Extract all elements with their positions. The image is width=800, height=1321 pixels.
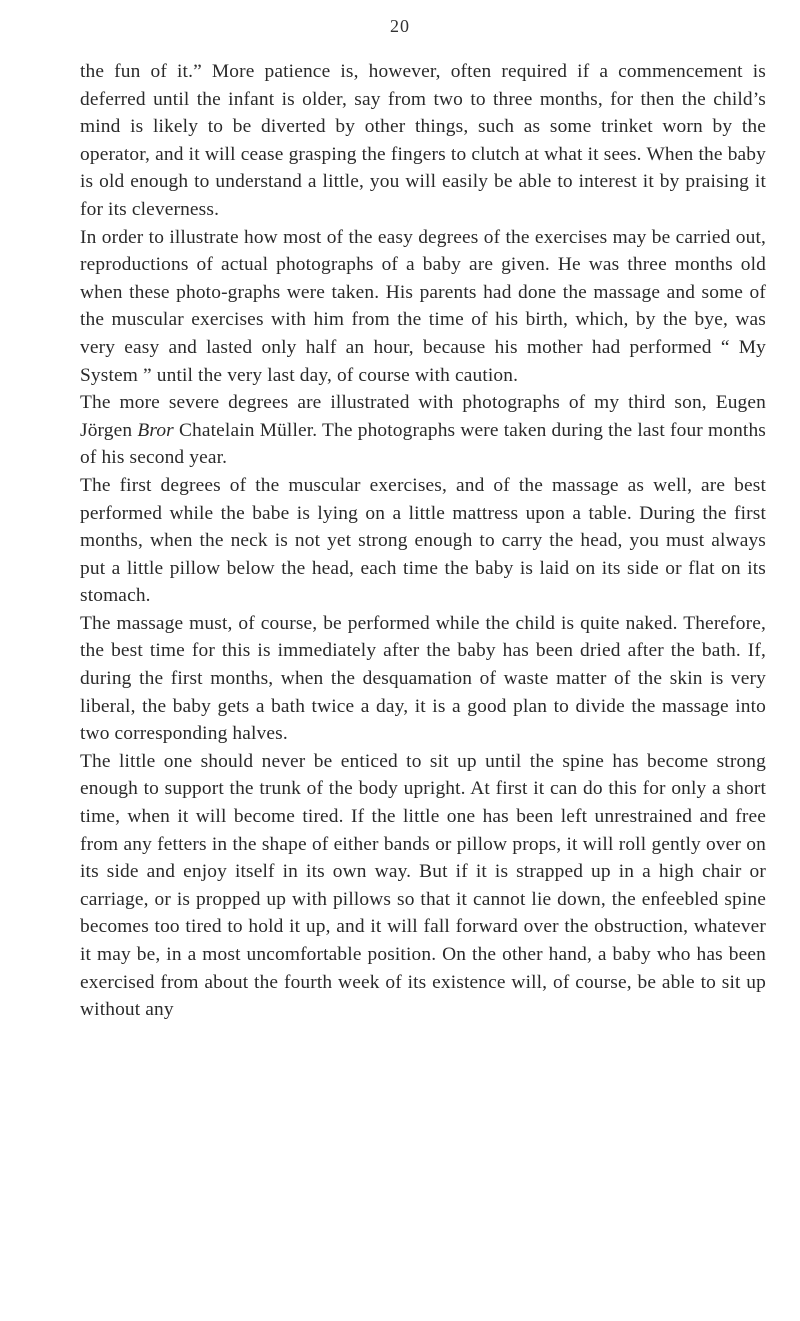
italic-text: Bror: [137, 419, 174, 441]
paragraph: [80, 748, 766, 1024]
text-segment: Chatelain Müller. The photographs were taken during the last four months of his second year.: [80, 419, 766, 469]
body-text: [80, 58, 766, 1024]
text-segment: The more severe degrees are illustrated with photographs of my third son, Eugen Jörgen: [80, 392, 766, 441]
text-segment: The massage must, of course, be performed while the child is quite naked. Therefore, the best time for this is immediately after the baby has been dried after the bath. If, during the first months, when the desquamation of waste matter of the skin is very liberal, the baby gets a bath twice a day, it is a good plan to divide the massage into two corresponding halves.: [80, 612, 766, 745]
text-segment: The little one should never be enticed to sit up until the spine has become strong enough to support the trunk of the body upright. At first it can do this for only a short time, when it will become tired. If the little one has been left unrestrained and free from any fetters in the shape of either bands or pillow props, it will roll gently over on its side and enjoy itself in its own way. But if it is strapped up in a high chair or carriage, or is propped up with pillows so that it cannot lie down, the enfeebled spine becomes too tired to hold it up, and it will fall forward over the obstruction, whatever it may be, in a most uncomfortable position. On the other hand, a baby who has been exercised from about the fourth week of its existence will, of course, be able to sit up without any: [80, 750, 766, 1021]
paragraph: [80, 472, 766, 610]
text-segment: In order to illustrate how most of the easy degrees of the exercises may be carried out, reproductions of actual photographs of a baby are given. He was three months old when these photo-graphs were taken. His parents had done the massage and some of the muscular exercises with him from the time of his birth, which, by the bye, was very easy and lasted only half an hour, because his mother had performed “ My System ” until the very last day, of course with caution.: [80, 226, 766, 386]
paragraph: [80, 58, 766, 224]
paragraph: [80, 389, 766, 472]
page-number: 20: [390, 16, 410, 36]
text-segment: The first degrees of the muscular exercises, and of the massage as well, are best performed while the babe is lying on a little mattress upon a table. During the first months, when the neck is not yet strong enough to carry the head, you must always put a little pillow below the head, each time the baby is laid on its side or flat on its stomach.: [80, 474, 766, 607]
paragraph: [80, 224, 766, 390]
paragraph: [80, 610, 766, 748]
text-segment: the fun of it.” More patience is, however, often required if a commencement is deferred until the infant is older, say from two to three months, for then the child’s mind is likely to be diverted by other things, such as some trinket worn by the operator, and it will cease grasping the fingers to clutch at what it sees. When the baby is old enough to understand a little, you will easily be able to interest it by praising it for its cleverness.: [80, 61, 766, 220]
